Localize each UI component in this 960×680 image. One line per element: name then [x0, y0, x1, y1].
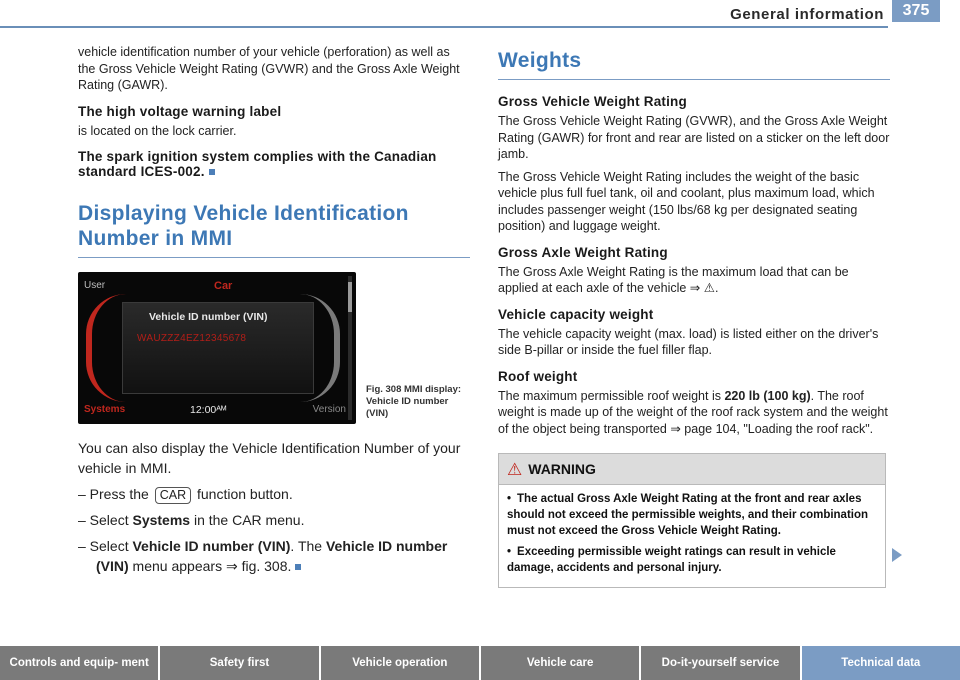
heading-ices-text: The spark ignition system complies with the Canadian standard ICES-002. — [78, 149, 437, 179]
section-title-weights: Weights — [498, 48, 890, 80]
mmi-scrollbar-thumb — [348, 282, 352, 312]
step-text: . The — [290, 538, 326, 554]
mmi-vin-panel — [122, 302, 314, 394]
step-list — [78, 484, 470, 576]
page-number: 375 — [892, 0, 940, 22]
mmi-bottom-bar — [78, 404, 356, 418]
roof-max-value: 220 lb (100 kg) — [724, 388, 811, 403]
paragraph-gawr: The Gross Axle Weight Rating is the maximum load that can be applied at each axle of the vehicle ⇒ ⚠. — [498, 264, 849, 295]
warning-bullet — [507, 491, 877, 539]
paragraph-capacity: The vehicle capacity weight (max. load) is listed either on the driver's side B-pillar or inside the fuel filler flap. — [498, 326, 879, 357]
mmi-screen-image — [78, 272, 356, 424]
section-end-icon — [295, 564, 301, 570]
tab-technical[interactable]: Technical data — [802, 646, 960, 680]
tab-controls[interactable]: Controls and equip- ment — [0, 646, 160, 680]
paragraph-high-voltage: is located on the lock carrier. — [78, 123, 237, 138]
figure-308 — [78, 272, 470, 424]
footer-nav — [0, 646, 960, 680]
mmi-systems-label: Systems — [84, 404, 126, 415]
mmi-top-bar — [78, 280, 356, 294]
warning-header — [499, 454, 885, 485]
tab-care[interactable]: Vehicle care — [481, 646, 641, 680]
car-key-icon: CAR — [155, 487, 191, 504]
header-rule — [0, 26, 888, 28]
mmi-user-label: User — [84, 280, 106, 291]
warning-title: WARNING — [528, 461, 596, 477]
step-bold-text: Vehicle ID number (VIN) — [132, 538, 291, 554]
paragraph-mmi-intro: You can also display the Vehicle Identification Number of your vehicle in MMI. — [78, 440, 461, 476]
paragraph-gvwr-includes: The Gross Vehicle Weight Rating includes the weight of the basic vehicle plus full fuel tank, oil and coolant, plus maximum load, which includes passenger weight (150 lbs/68 kg per designated seating position) and luggage weight. — [498, 169, 875, 233]
roof-text: The maximum permissible roof weight is — [498, 388, 725, 403]
running-title: General information — [730, 6, 884, 23]
tab-operation[interactable]: Vehicle operation — [321, 646, 481, 680]
step-text: in the CAR menu. — [190, 512, 305, 528]
mmi-version-label: Version — [312, 404, 346, 415]
section-title-mmi: Displaying Vehicle Identification Number in MMI — [78, 201, 470, 258]
warning-text: Exceeding permissible weight ratings can result in vehicle damage, accidents and personal injury. — [507, 546, 836, 574]
page-header — [0, 0, 960, 36]
heading-high-voltage: The high voltage warning label — [78, 103, 282, 119]
right-column — [498, 44, 890, 588]
heading-ices — [78, 149, 470, 179]
step-text: – Select — [78, 538, 133, 554]
heading-capacity: Vehicle capacity weight — [498, 306, 654, 322]
continue-arrow-icon — [892, 548, 902, 562]
heading-gawr: Gross Axle Weight Rating — [498, 244, 668, 260]
step-item — [78, 484, 470, 504]
heading-roof-weight: Roof weight — [498, 368, 578, 384]
warning-box — [498, 453, 886, 588]
paragraph-vin-intro: vehicle identification number of your vehicle (perforation) as well as the Gross Vehicle Weight Rating (GVWR) and the Gross Axle Weight Rating (GAWR). — [78, 45, 460, 92]
warning-text: The actual Gross Axle Weight Rating at the front and rear axles should not exceed the permissible weights, and their combination must not exceed the Gross Vehicle Weight Rating. — [507, 493, 869, 537]
bullet-icon: • — [507, 493, 512, 505]
heading-gvwr: Gross Vehicle Weight Rating — [498, 94, 687, 109]
step-item — [78, 510, 470, 530]
warning-triangle-icon: ⚠ — [507, 459, 523, 479]
tab-diy[interactable]: Do-it-yourself service — [641, 646, 801, 680]
mmi-clock: 12:00ᴬᴹ — [190, 404, 227, 416]
figure-caption: Fig. 308 MMI display: Vehicle ID number (VIN) — [366, 384, 462, 419]
step-item — [78, 536, 470, 576]
mmi-left-arc — [86, 294, 126, 402]
step-bold-text: Vehicle ID number (VIN) — [96, 538, 448, 574]
step-text: – Select — [78, 512, 133, 528]
mmi-vin-value: WAUZZZ4EZ12345678 — [137, 333, 247, 344]
roof-text: . The roof weight is made up of the weight of the roof rack system and the weight of the object being transported ⇒ page 104, "Loading the roof rack". — [498, 388, 888, 436]
paragraph-roof-weight — [498, 388, 890, 438]
step-text: menu appears ⇒ fig. 308. — [128, 558, 292, 574]
bullet-icon: • — [507, 546, 512, 558]
section-end-icon — [209, 169, 215, 175]
warning-body — [499, 485, 885, 587]
step-text: function button. — [193, 486, 293, 502]
mmi-panel-title: Vehicle ID number (VIN) — [149, 311, 268, 323]
paragraph-gvwr-sticker: The Gross Vehicle Weight Rating (GVWR), and the Gross Axle Weight Rating (GAWR) for front and rear are listed on a sticker on the left door jamb. — [498, 114, 890, 161]
warning-bullet — [507, 544, 877, 576]
step-bold-text: Systems — [132, 512, 191, 528]
step-text: – Press the — [78, 486, 153, 502]
mmi-car-label: Car — [214, 280, 233, 292]
tab-safety[interactable]: Safety first — [160, 646, 320, 680]
left-column — [78, 44, 470, 582]
